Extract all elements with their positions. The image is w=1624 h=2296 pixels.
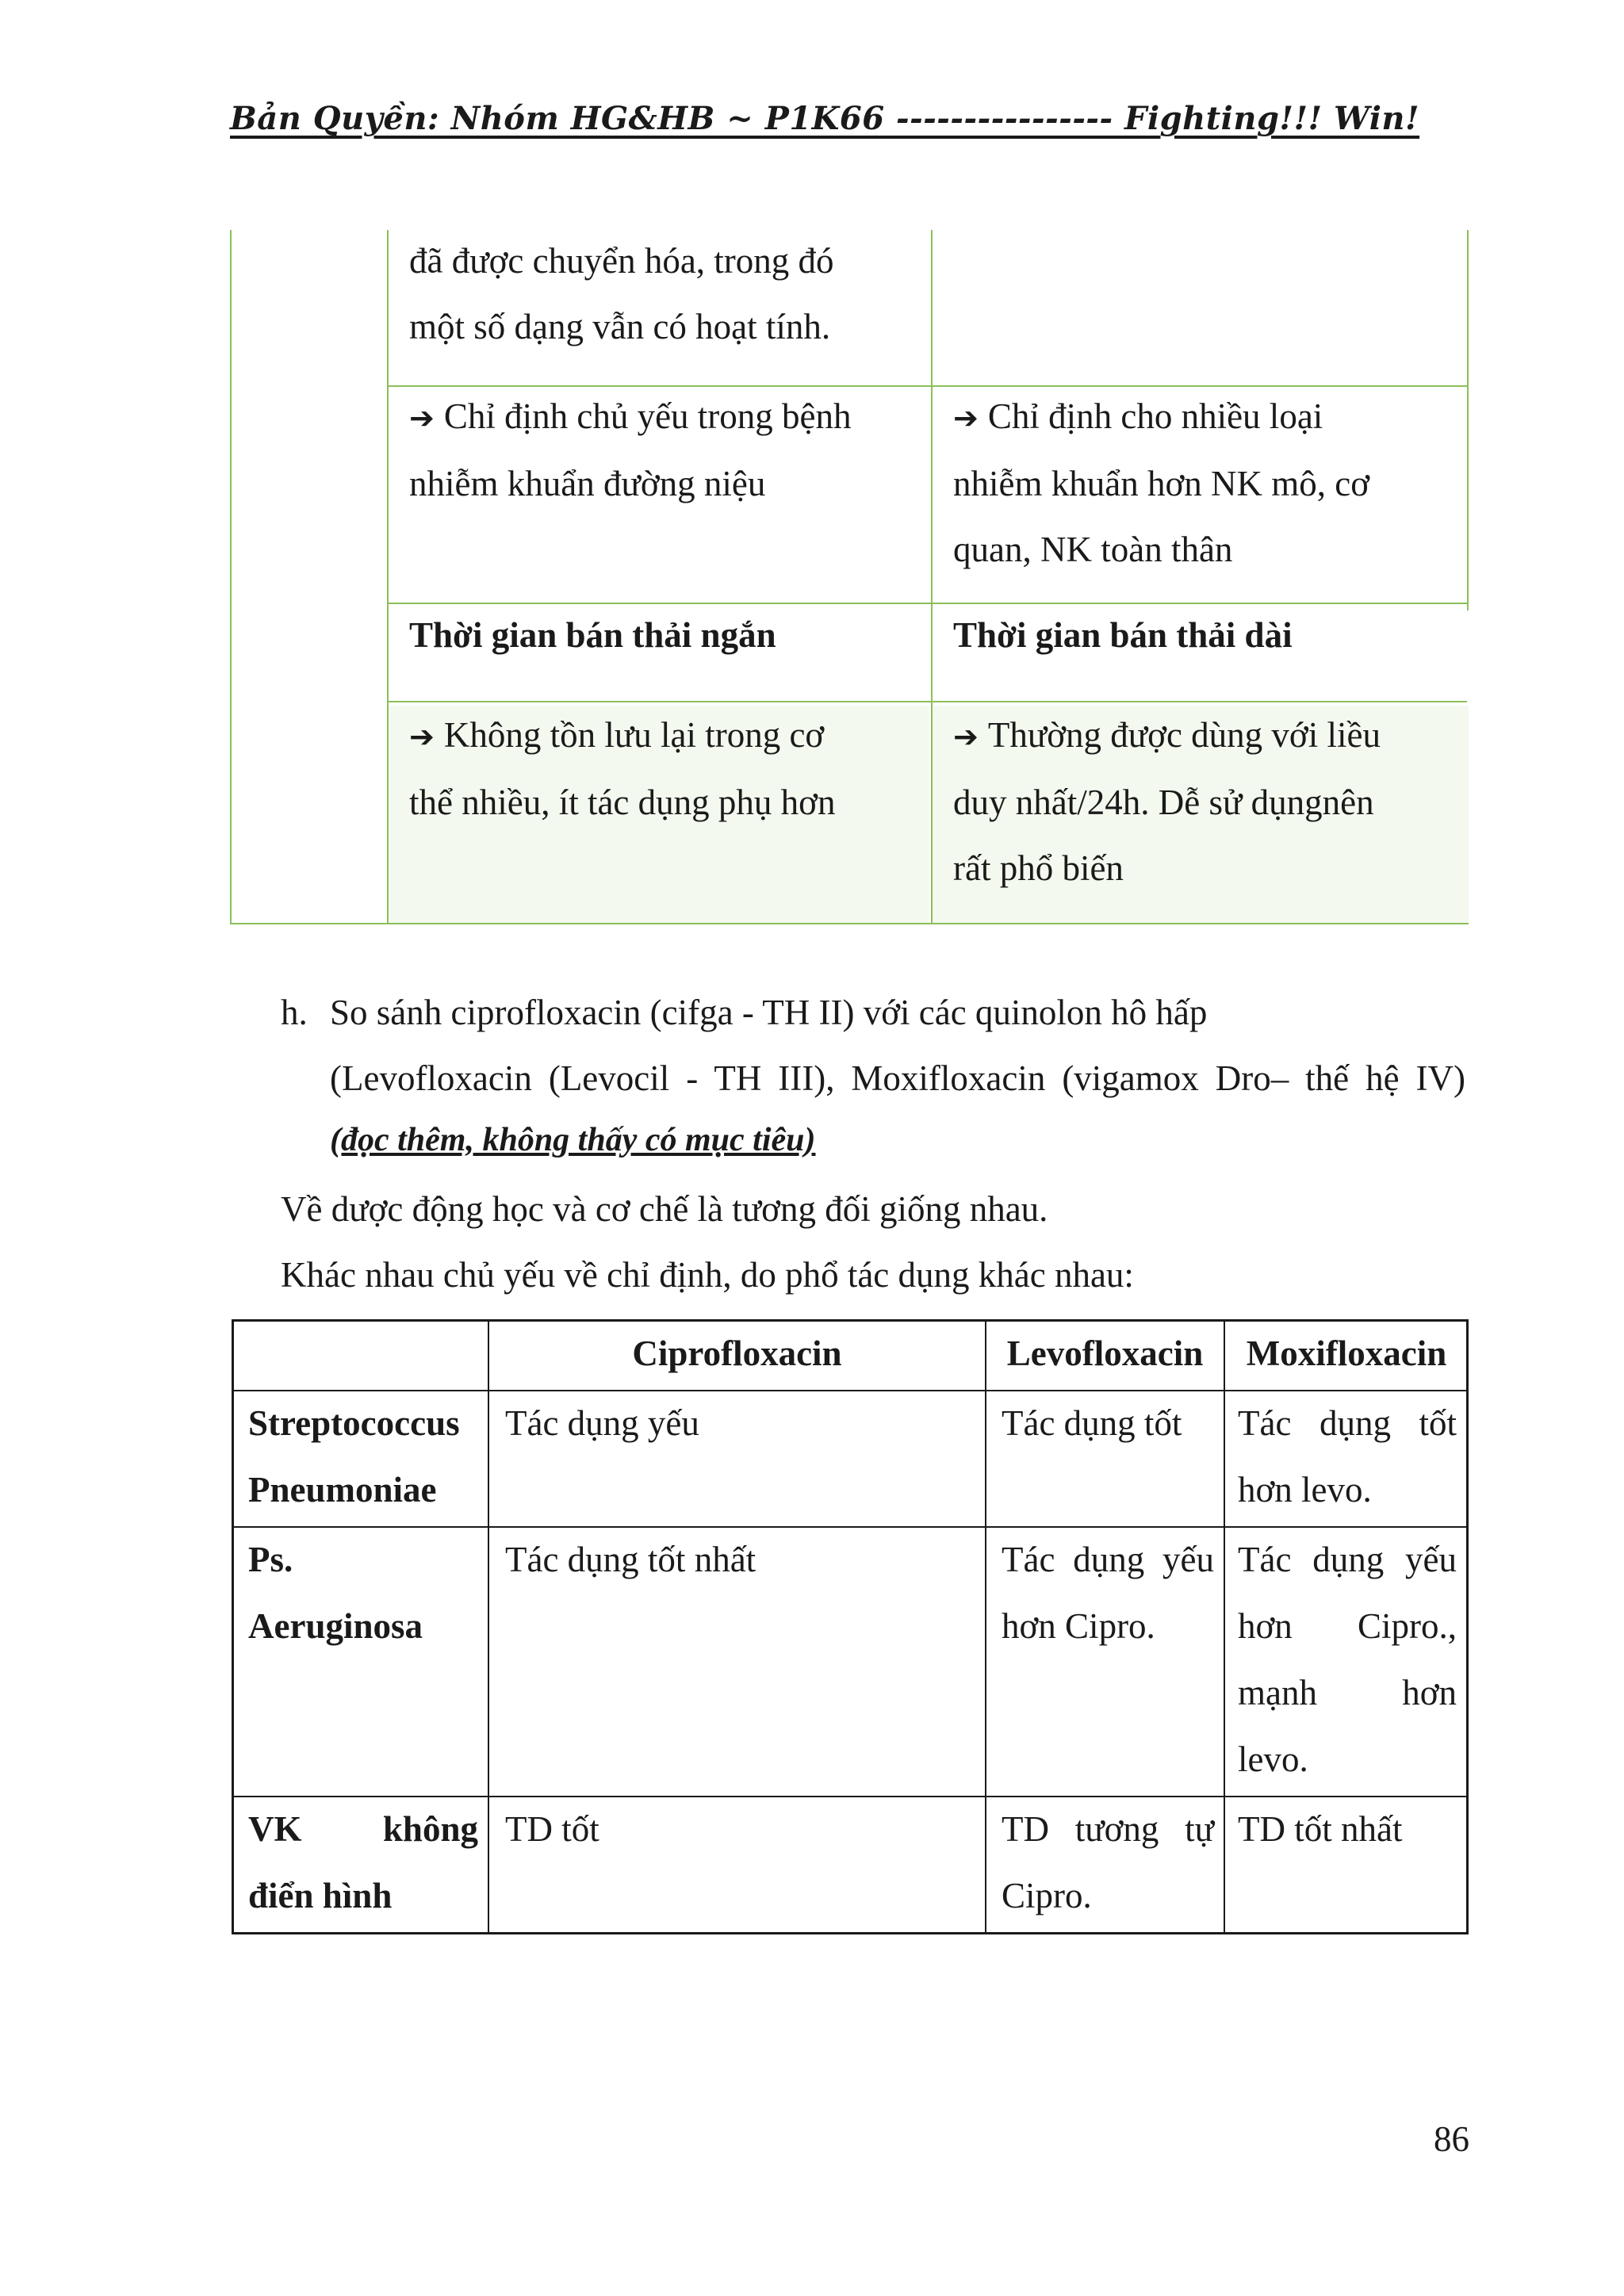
column-header: Ciprofloxacin <box>632 1334 842 1373</box>
table1-cell: Thời gian bán thải dài <box>953 615 1293 655</box>
page-header: Bản Quyền: Nhóm HG&HB ~ P1K66 ---------------- Fighting!!! Win! <box>230 100 1420 137</box>
section-marker: h. <box>281 993 308 1032</box>
row-header: Streptococcus Pneumoniae <box>248 1403 460 1510</box>
arrow-right-icon: ➔ <box>953 719 979 754</box>
table1-cell: ➔ Thường được dùng với liều duy nhất/24h. Dễ sử dụngnên rất phổ biến <box>953 715 1381 888</box>
paragraph: Khác nhau chủ yếu về chỉ định, do phổ tác dụng khác nhau: <box>281 1255 1134 1295</box>
table-cell: TD tốt nhất <box>1238 1809 1403 1849</box>
table1-cell: ➔ Không tồn lưu lại trong cơ thể nhiều, ít tác dụng phụ hơn <box>409 715 836 822</box>
row-header: Ps. Aeruginosa <box>248 1540 423 1646</box>
arrow-right-icon: ➔ <box>409 400 435 435</box>
section-title-line1: So sánh ciprofloxacin (cifga - TH II) với các quinolon hô hấp <box>330 993 1208 1032</box>
section-title-line2: (Levofloxacin (Levocil - TH III), Moxifloxacin (vigamox Dro– thế hệ IV) <box>330 1058 1465 1098</box>
table1-cell: ➔ Chỉ định cho nhiều loại nhiễm khuẩn hơn NK mô, cơ quan, NK toàn thân <box>953 396 1370 569</box>
section-note: (đọc thêm, không thấy có mục tiêu) <box>330 1122 816 1158</box>
column-header: Levofloxacin <box>1006 1334 1204 1373</box>
arrow-right-icon: ➔ <box>409 719 435 754</box>
paragraph: Về dược động học và cơ chế là tương đối giống nhau. <box>281 1189 1048 1229</box>
table-cell: TD tương tự Cipro. <box>1002 1809 1214 1915</box>
arrow-right-icon: ➔ <box>953 400 979 435</box>
table-cell: Tác dụng yếu hơn Cipro. <box>1002 1540 1214 1646</box>
table-cell: Tác dụng yếu <box>505 1403 699 1443</box>
comparison-table-continued <box>230 230 1469 924</box>
quinolone-comparison-table <box>232 1319 1469 1934</box>
column-header: Moxifloxacin <box>1246 1334 1447 1373</box>
table-cell: Tác dụng yếu hơn Cipro., mạnh hơn levo. <box>1238 1540 1457 1779</box>
table1-cell: đã được chuyển hóa, trong đó một số dạng vẫn có hoạt tính. <box>409 241 834 346</box>
table-cell: Tác dụng tốt hơn levo. <box>1238 1403 1457 1510</box>
table1-cell: ➔ Chỉ định chủ yếu trong bệnh nhiễm khuẩn đường niệu <box>409 396 852 503</box>
table-cell: Tác dụng tốt nhất <box>505 1540 756 1579</box>
table-cell: TD tốt <box>505 1809 599 1849</box>
table-cell: Tác dụng tốt <box>1002 1403 1182 1443</box>
page-number: 86 <box>1434 2119 1469 2159</box>
table1-cell: Thời gian bán thải ngắn <box>409 615 776 655</box>
row-header: VK không điển hình <box>248 1809 478 1915</box>
